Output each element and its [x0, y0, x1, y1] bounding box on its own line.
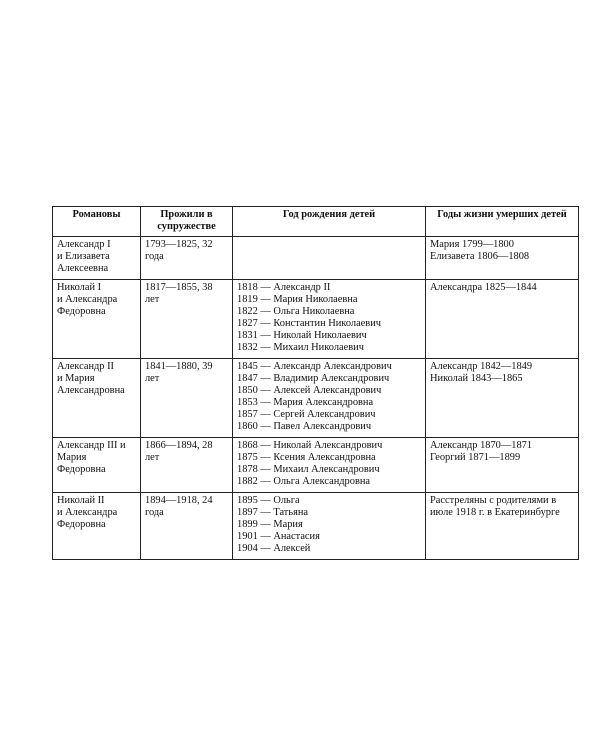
deceased-line: Георгий 1871—1899 [430, 452, 521, 463]
header-marriage-years [141, 207, 233, 237]
header-children-birth-years: Год рождения детей [233, 207, 426, 237]
couple-cell [53, 438, 141, 493]
couple-line: Алексеевна [57, 263, 109, 274]
child-line: 1895 — Ольга [237, 495, 300, 506]
child-line: 1818 — Александр II [237, 282, 331, 293]
couple-line: Александр I [57, 239, 111, 250]
table-row [53, 359, 579, 438]
marriage-cell: 1793—1825, 32 года [141, 237, 233, 280]
child-line: 1847 — Владимир Александрович [237, 373, 390, 384]
romanov-family-table [52, 206, 579, 560]
deceased-cell [426, 493, 579, 560]
child-line: 1904 — Алексей [237, 543, 311, 554]
header-marriage-label: Прожили в супружестве [157, 209, 216, 232]
deceased-cell [426, 280, 579, 359]
marriage-cell: 1817—1855, 38 лет [141, 280, 233, 359]
child-line: 1868 — Николай Александрович [237, 440, 383, 451]
table-header-row [53, 207, 579, 237]
children-cell [233, 359, 426, 438]
couple-line: и Александра [57, 294, 118, 305]
couple-line: Николай I [57, 282, 102, 293]
deceased-line: Александра 1825—1844 [430, 282, 537, 293]
couple-line: и Мария [57, 373, 95, 384]
deceased-cell [426, 359, 579, 438]
child-line: 1901 — Анастасия [237, 531, 320, 542]
deceased-note: Расстреляны с родителями в июле 1918 г. в Екатеринбурге [430, 495, 560, 518]
child-line: 1850 — Алексей Александрович [237, 385, 382, 396]
child-line: 1899 — Мария [237, 519, 303, 530]
deceased-cell [426, 237, 579, 280]
child-line: 1853 — Мария Александровна [237, 397, 374, 408]
child-line: 1831 — Николай Николаевич [237, 330, 367, 341]
header-romanovs: Романовы [53, 207, 141, 237]
couple-cell [53, 493, 141, 560]
children-cell [233, 280, 426, 359]
child-line: 1857 — Сергей Александрович [237, 409, 376, 420]
couple-line: Александр II [57, 361, 115, 372]
children-cell [233, 493, 426, 560]
child-line: 1827 — Константин Николаевич [237, 318, 381, 329]
couple-line: Федоровна [57, 519, 106, 530]
child-line: 1860 — Павел Александрович [237, 421, 372, 432]
children-cell [233, 237, 426, 280]
table-row [53, 438, 579, 493]
couple-cell [53, 359, 141, 438]
couple-line: Александр III и [57, 440, 126, 451]
child-line: 1832 — Михаил Николаевич [237, 342, 364, 353]
child-line: 1882 — Ольга Александровна [237, 476, 371, 487]
marriage-cell: 1841—1880, 39 лет [141, 359, 233, 438]
table-row [53, 493, 579, 560]
couple-line: и Елизавета [57, 251, 110, 262]
couple-cell [53, 237, 141, 280]
marriage-cell: 1866—1894, 28 лет [141, 438, 233, 493]
child-line: 1819 — Мария Николаевна [237, 294, 358, 305]
deceased-cell [426, 438, 579, 493]
header-deceased-children-years: Годы жизни умерших детей [426, 207, 579, 237]
romanov-family-table-wrapper [52, 206, 578, 560]
deceased-line: Александр 1842—1849 [430, 361, 533, 372]
deceased-line: Елизавета 1806—1808 [430, 251, 530, 262]
couple-line: Федоровна [57, 306, 106, 317]
child-line: 1875 — Ксения Александровна [237, 452, 376, 463]
couple-line: Мария [57, 452, 87, 463]
couple-line: Федоровна [57, 464, 106, 475]
deceased-line: Александр 1870—1871 [430, 440, 533, 451]
child-line: 1845 — Александр Александрович [237, 361, 392, 372]
child-line: 1822 — Ольга Николаевна [237, 306, 355, 317]
child-line: 1897 — Татьяна [237, 507, 309, 518]
marriage-cell: 1894—1918, 24 года [141, 493, 233, 560]
table-row [53, 280, 579, 359]
children-cell [233, 438, 426, 493]
deceased-line: Мария 1799—1800 [430, 239, 514, 250]
child-line: 1878 — Михаил Александрович [237, 464, 380, 475]
couple-cell [53, 280, 141, 359]
table-row [53, 237, 579, 280]
couple-line: и Александра [57, 507, 118, 518]
couple-line: Александровна [57, 385, 125, 396]
couple-line: Николай II [57, 495, 105, 506]
deceased-line: Николай 1843—1865 [430, 373, 523, 384]
